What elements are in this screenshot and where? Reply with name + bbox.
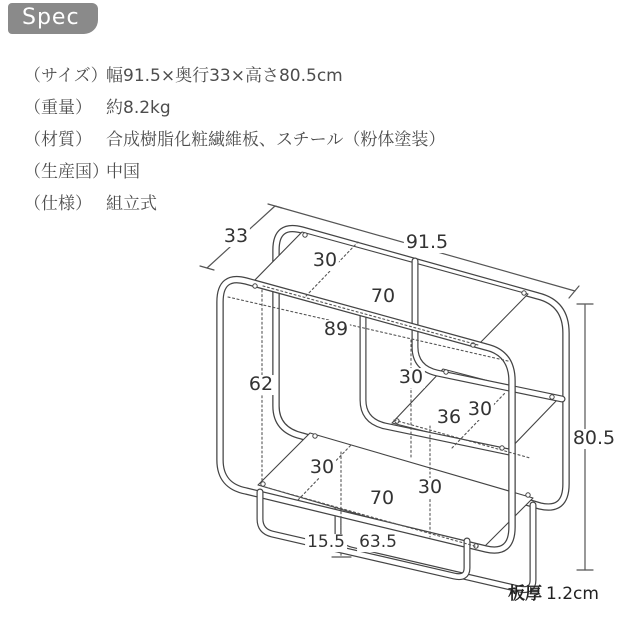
spec-key: （重量）	[24, 98, 92, 118]
spec-key: （材質）	[24, 130, 92, 150]
dim-label-top-board-depth: 30	[312, 249, 338, 272]
dim-label-depth-total: 33	[223, 225, 249, 248]
dim-label-lower-opening-height: 30	[417, 476, 443, 499]
board-thickness-note	[508, 579, 599, 604]
dim-label-bottom-board-depth: 30	[309, 456, 335, 479]
dim-label-inner-height: 62	[248, 373, 274, 396]
dim-label-shelf-width: 36	[436, 406, 462, 429]
dim-label-upper-opening-height: 30	[398, 366, 424, 389]
spec-key: （サイズ）	[24, 66, 108, 86]
dim-label-width-total: 91.5	[405, 231, 449, 254]
spec-value: 約8.2kg	[106, 98, 171, 118]
spec-value: 中国	[106, 162, 140, 182]
thickness-value: 1.2cm	[546, 584, 599, 604]
spec-value: 幅91.5×奥行33×高さ80.5cm	[106, 66, 343, 86]
spec-key: （仕様）	[24, 194, 92, 214]
dim-label-inner-width: 89	[323, 318, 349, 341]
spec-value: 組立式	[106, 194, 157, 214]
dim-label-height-total: 80.5	[572, 427, 616, 450]
dim-label-bottom-board-width: 70	[369, 487, 395, 510]
spec-value: 合成樹脂化粧繊維板、スチール（粉体塗装）	[106, 130, 446, 150]
dim-label-shelf-depth: 30	[467, 398, 493, 421]
dim-label-leg-span: 63.5	[359, 532, 397, 553]
dim-label-top-board-width: 70	[370, 285, 396, 308]
dim-label-leg-offset: 15.5	[307, 532, 345, 553]
spec-key: （生産国）	[24, 162, 109, 182]
spec-badge-label: Spec	[22, 5, 80, 30]
thickness-label: 板厚	[508, 584, 542, 604]
